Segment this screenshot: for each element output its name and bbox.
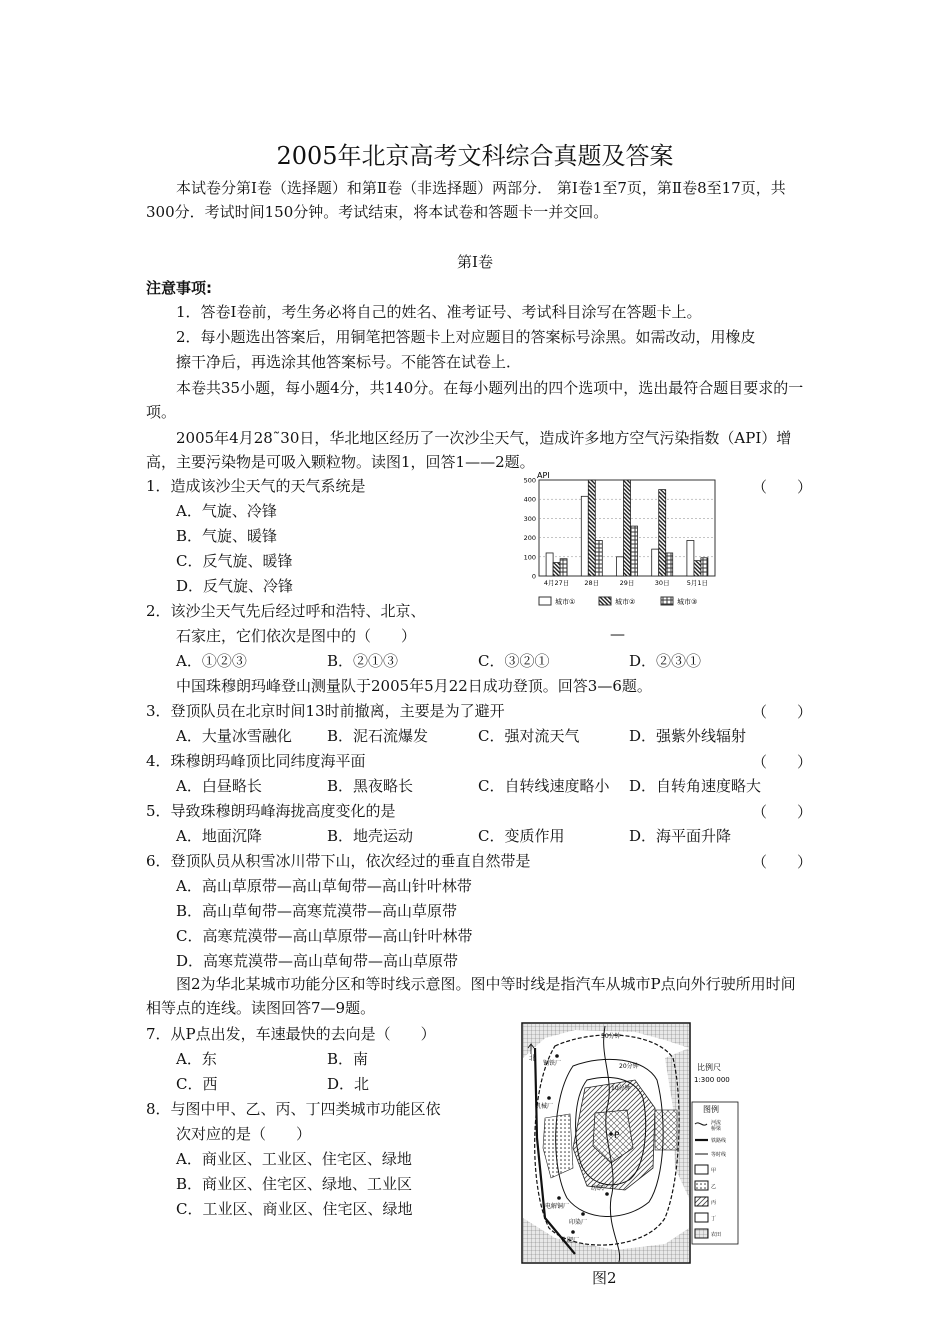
q3-option-d: D．强紫外线辐射 [629,727,747,745]
q8-option-b: B．商业区、住宅区、绿地、工业区 [176,1175,413,1193]
legend-swatch-3 [661,597,673,605]
machine-plant-dot [547,1096,551,1100]
bar-城市③-28日 [595,540,602,576]
notice-item-2: 2．每小题选出答案后，用铜笔把答题卡上对应题目的答案标号涂黑。如需改动，用橡皮 [176,328,756,346]
iso-20-label: 20分钟 [619,1063,639,1070]
context-q3-6: 中国珠穆朗玛峰登山测量队于2005年5月22日成功登顶。回答3—6题。 [176,677,652,695]
bar-城市①-28日 [581,496,588,576]
y-tick-label: 400 [523,495,536,504]
bar-城市①-4月27日 [546,553,553,576]
legend-railway: 铁路线 [711,1138,727,1144]
notice-item-2-cont: 擦干净后，再选涂其他答案标号。不能答在试卷上． [176,353,522,371]
legend-river-icon [695,1123,707,1125]
legend-label-3: 城市③ [677,598,698,606]
bar-城市①-29日 [617,557,624,576]
legend-jia-swatch [695,1165,708,1174]
q6-option-a: A．高山草原带—高山草甸带—高山针叶林带 [176,877,472,895]
bar-城市③-29日 [631,526,638,576]
legend-title: 图例 [703,1105,719,1114]
legend-bridge: 桥梁 [711,1126,722,1132]
intro-paragraph: 本试卷分第Ⅰ卷（选择题）和第Ⅱ卷（非选择题）两部分． 第Ⅰ卷1至7页，第Ⅱ卷8至17页，共300分．考试时间150分钟。考试结束，将本试卷和答题卡一并交回。 [146,179,786,221]
q7-option-b: B．南 [327,1050,369,1068]
q5-answer-paren: （ ） [752,803,813,821]
legend-bing-swatch [695,1197,708,1206]
q1-stem: 1．造成该沙尘天气的天气系统是 [146,477,366,495]
q4-option-d: D．自转角速度略大 [629,777,762,795]
zone-ding [655,1110,677,1150]
q8-stem: 8．与图中甲、乙、丙、丁四类城市功能区依 [146,1100,441,1118]
p-point [609,1132,613,1136]
bar-城市①-30日 [652,549,659,576]
q4-option-a: A．白昼略长 [176,777,262,795]
legend-swatch-1 [539,597,551,605]
q8-option-c: C．工业区、商业区、住宅区、绿地 [176,1200,413,1218]
fig1-api-chart [505,466,725,612]
steel-plant-dot [555,1054,559,1058]
fig1-dash: — [610,625,625,643]
q3-answer-paren: （ ） [752,703,813,721]
fig1-ylabel: API [537,471,550,480]
legend-label-1: 城市① [555,598,576,606]
q3-option-a: A．大量冰雪融化 [176,727,292,745]
x-tick-label: 29日 [619,579,635,587]
q5-stem: 5．导致珠穆朗玛峰海拢高度变化的是 [146,802,396,820]
factory-textile-label: 纺织厂 [591,1185,610,1192]
y-tick-label: 100 [523,553,536,562]
bar-城市②-4月27日 [553,563,560,576]
q3-stem: 3．登顶队员在北京时间13时前撤离，主要是为了避开 [146,702,505,720]
x-tick-label: 28日 [584,579,600,587]
bar-城市②-28日 [588,480,595,576]
q4-answer-paren: （ ） [752,753,813,771]
q8-stem-cont: 次对应的是（ ） [176,1125,312,1143]
notice-item-1: 1．答卷Ⅰ卷前，考生务必将自己的姓名、准考证号、考试科目涂写在答题卡上。 [176,303,702,321]
fig2-caption: 图2 [592,1269,617,1287]
page-title: 2005年北京高考文科综合真题及答案 [276,142,674,170]
bar-城市②-5月1日 [694,561,701,576]
bar-城市②-30日 [659,490,666,576]
q3-option-c: C．强对流天气 [478,727,580,745]
fig2-city-map [515,1018,745,1288]
q2-stem-cont: 石家庄，它们依次是图中的（ ） [176,627,417,645]
legend-yi-swatch [695,1181,708,1190]
fig1-legend [539,597,697,606]
x-tick-label: 4月27日 [543,579,570,587]
q5-option-d: D．海平面升降 [629,827,732,845]
legend-swatch-2 [599,597,611,605]
q1-answer-paren: （ ） [752,478,813,496]
bar-城市①-5月1日 [687,540,694,576]
factory-print-label: 印染厂 [569,1219,588,1226]
y-tick-label: 300 [523,514,536,523]
factory-steel-label: 钢铁厂 [543,1060,562,1067]
power-plant-dot [557,1196,561,1200]
q2-option-d: D．②③① [629,652,702,670]
print-plant-dot [581,1212,585,1216]
legend-ding-swatch [695,1213,708,1222]
y-tick-label: 200 [523,534,536,543]
q1-option-d: D．反气旋、冷锋 [176,577,294,595]
textile-plant-dot [605,1192,609,1196]
legend-farmland: 农田 [711,1232,722,1238]
q6-option-d: D．高寒荒漠带—高山草甸带—高山草原带 [176,952,459,970]
iso-50-label: 50分钟 [601,1033,621,1040]
x-tick-label: 30日 [654,579,670,587]
factory-machine-label: 机械厂 [535,1103,554,1110]
chem-plant-dot [571,1230,575,1234]
legend-bing: 丙 [711,1200,717,1206]
bar-城市②-29日 [624,480,631,576]
q6-option-c: C．高寒荒漠带—高山草原带—高山针叶林带 [176,927,473,945]
instructions: 本卷共35小题，每小题4分，共140分。在每小题列出的四个选项中，选出最符合题目要求的一项。 [146,379,804,421]
context-q7-9: 图2为华北某城市功能分区和等时线示意图。图中等时线是指汽车从城市P点向外行驶所用时间相等点的连线。读图回答7—9题。 [146,975,796,1017]
x-tick-label: 5月1日 [686,579,709,587]
q1-option-b: B．气旋、暖锋 [176,527,278,545]
notice-label: 注意事项: [146,279,212,297]
q3-option-b: B．泥石流爆发 [327,727,429,745]
legend-isochrone: 等时线 [711,1152,727,1158]
q7-option-d: D．北 [327,1075,370,1093]
q7-option-c: C．西 [176,1075,218,1093]
q2-stem: 2．该沙尘天气先后经过呼和浩特、北京、 [146,602,426,620]
north-label: 北 [529,1054,536,1062]
iso-10-label: 10分钟 [611,1085,631,1092]
q4-option-c: C．自转线速度略小 [478,777,610,795]
q6-answer-paren: （ ） [752,853,813,871]
q1-option-c: C．反气旋、暖锋 [176,552,293,570]
q6-stem: 6．登顶队员从积雪冰川带下山，依次经过的垂直自然带是 [146,852,531,870]
factory-power-label: 电解铜厂 [545,1203,570,1210]
q6-option-b: B．高山草甸带—高寒荒漠带—高山草原带 [176,902,458,920]
q2-option-a: A．①②③ [176,652,247,670]
legend-label-2: 城市② [615,598,636,606]
context-q1-2: 2005年4月28˜30日，华北地区经历了一次沙尘天气，造成许多地方空气污染指数（API）增高，主要污染物是可吸入颗粒物。读图1，回答1——2题。 [146,429,792,471]
bar-城市③-5月1日 [701,558,708,576]
p-label: P [614,1131,620,1141]
q5-option-a: A．地面沉降 [176,827,262,845]
bar-城市③-30日 [666,553,673,576]
scale-value: 1:300 000 [694,1076,730,1084]
legend-yi: 乙 [711,1184,717,1190]
q7-stem: 7．从P点出发，车速最快的去向是（ ） [146,1025,436,1043]
bar-城市③-4月27日 [560,559,567,576]
q2-option-b: B．②①③ [327,652,399,670]
legend-farmland-swatch [695,1229,708,1238]
q7-option-a: A．东 [176,1050,217,1068]
legend-ding: 丁 [711,1216,717,1222]
q4-option-b: B．黑夜略长 [327,777,414,795]
q4-stem: 4．珠穆朗玛峰顶比同纬度海平面 [146,752,366,770]
q2-option-c: C．③②① [478,652,550,670]
y-tick-label: 0 [531,572,536,581]
legend-river: 河流 [711,1120,722,1126]
factory-chem-label: 化肥厂 [561,1237,580,1244]
q5-option-b: B．地壳运动 [327,827,414,845]
scale-label: 比例尺 [697,1063,721,1072]
y-tick-label: 500 [523,476,536,485]
legend-jia: 甲 [711,1168,717,1174]
q5-option-c: C．变质作用 [478,827,565,845]
section-title: 第Ⅰ卷 [457,253,493,271]
q8-option-a: A．商业区、工业区、住宅区、绿地 [176,1150,412,1168]
q1-option-a: A．气旋、冷锋 [176,502,277,520]
